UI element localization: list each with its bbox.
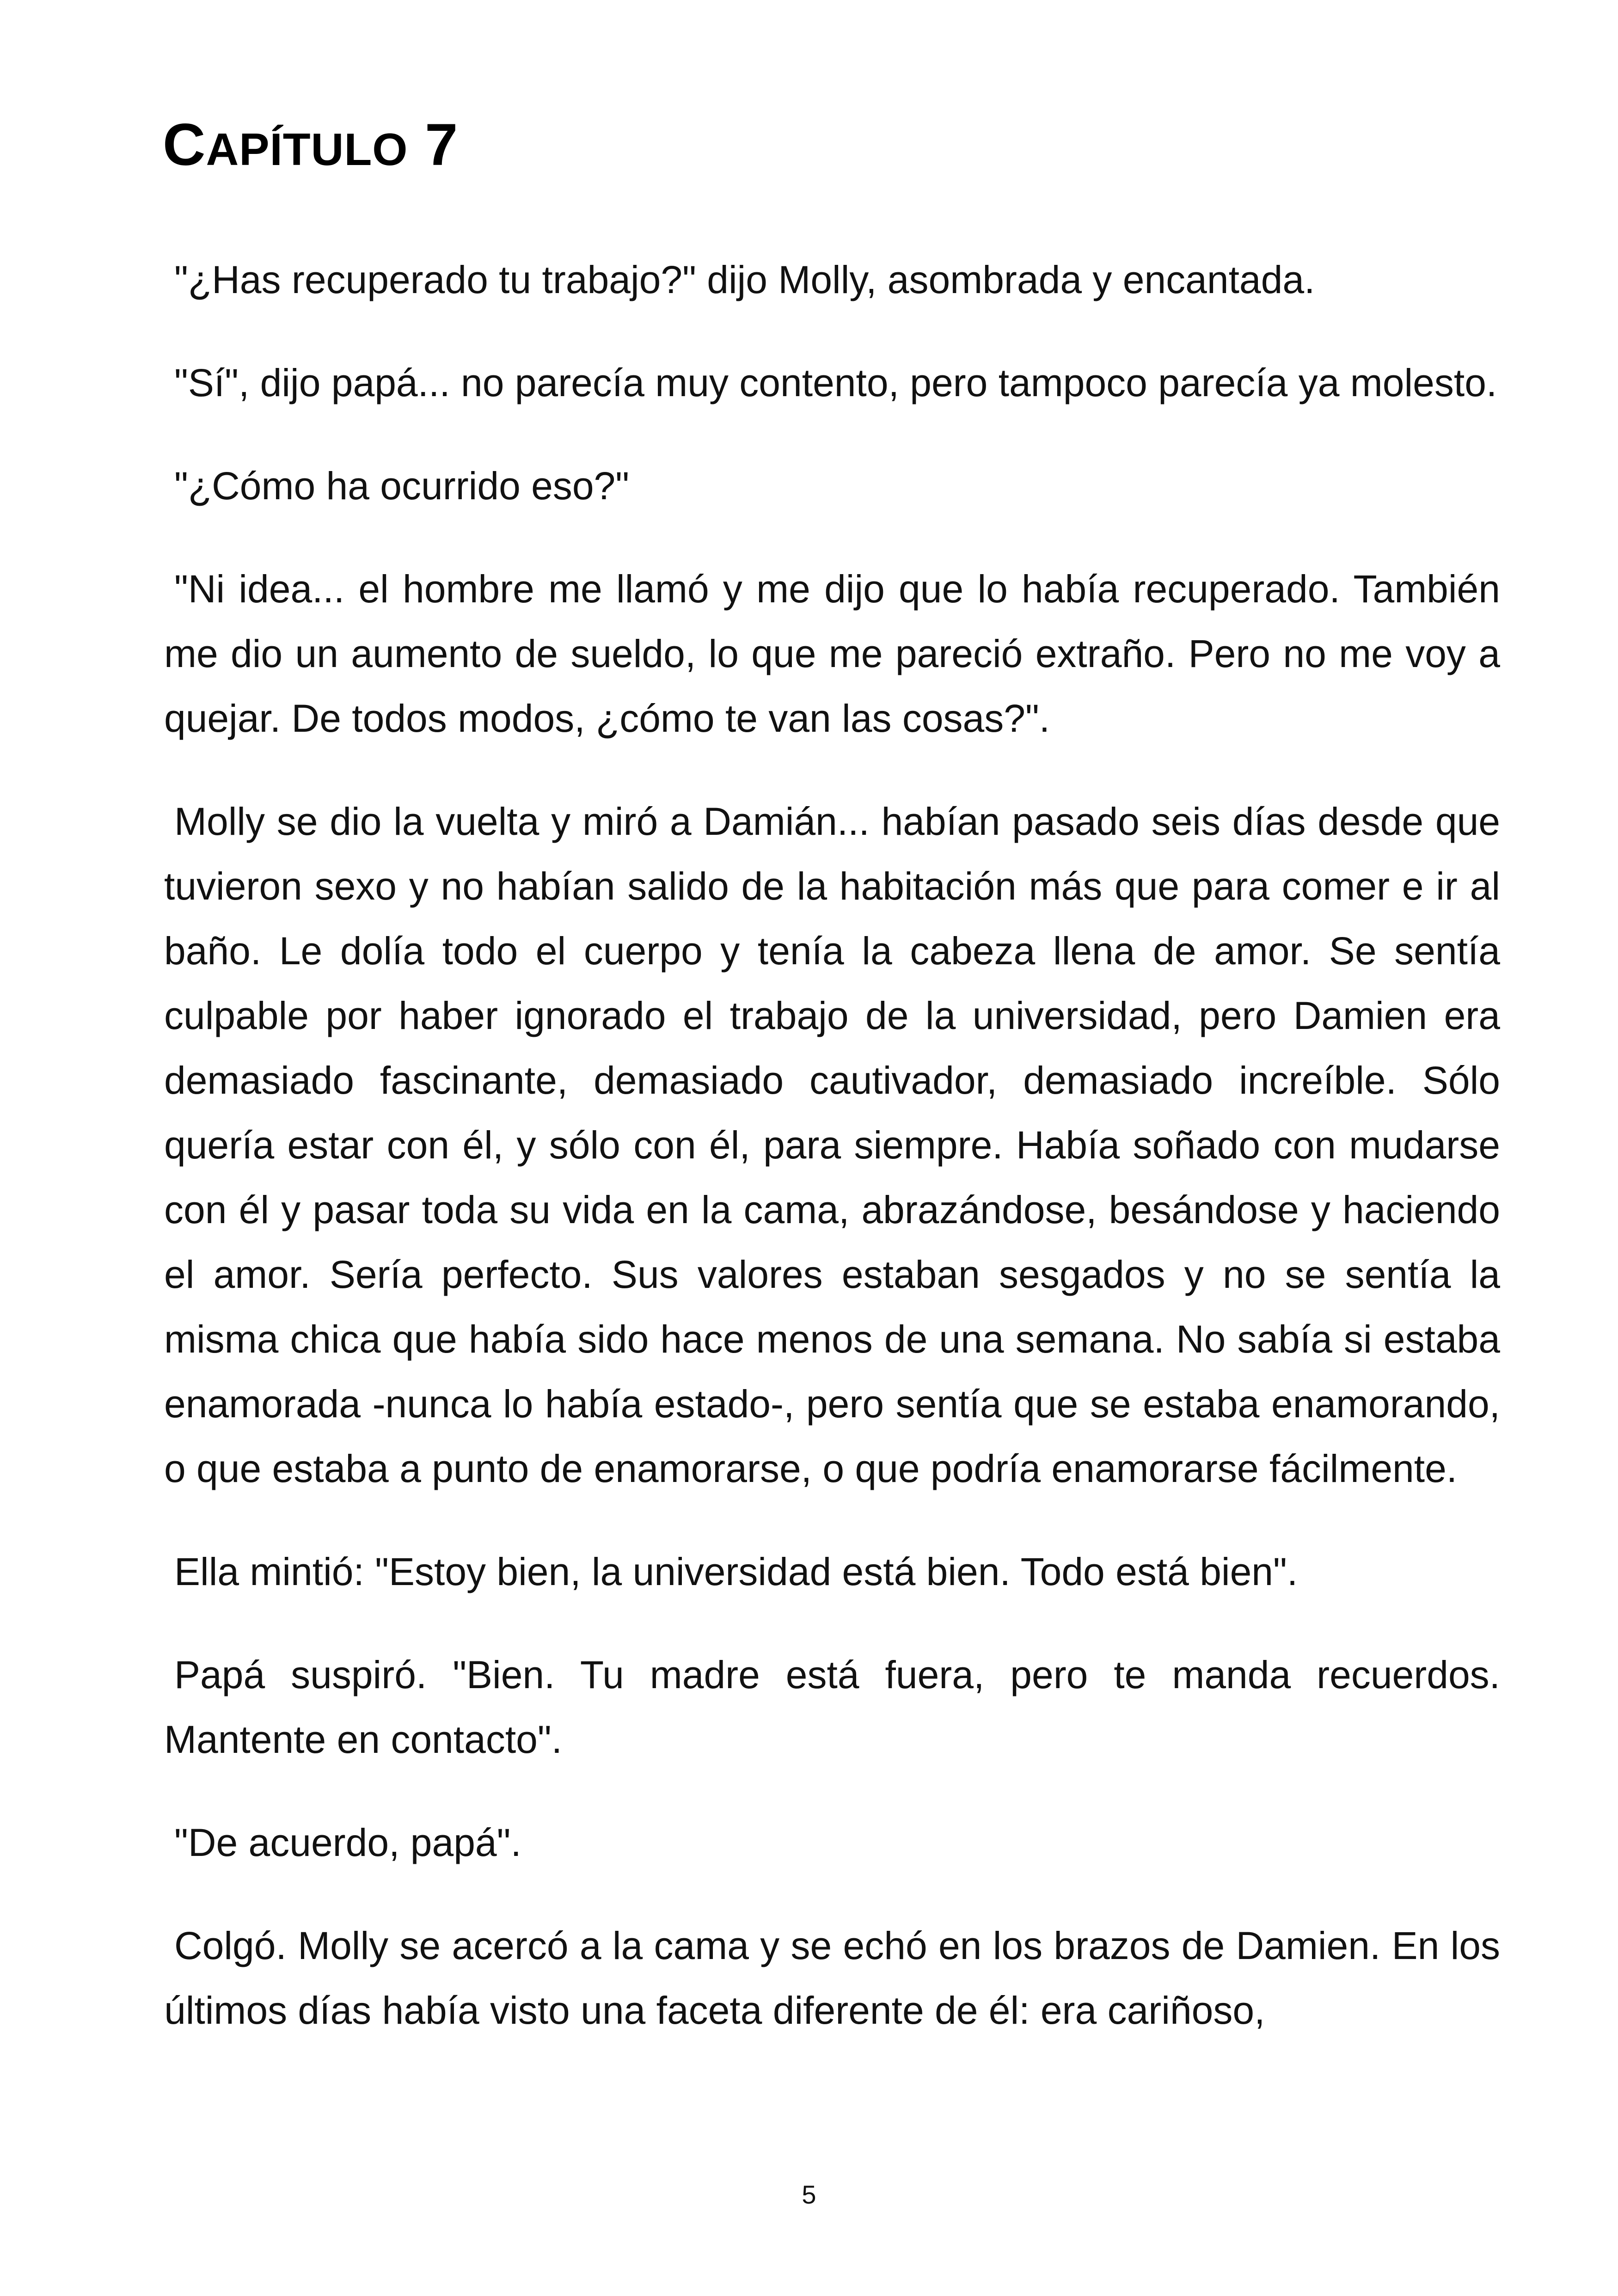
paragraph: "¿Has recuperado tu trabajo?" dijo Molly, asombrada y encantada. [174,258,1315,301]
chapter-title [163,112,459,178]
chapter-body [164,247,1500,2081]
paragraph: "De acuerdo, papá". [174,1821,521,1864]
chapter-number: 7 [425,112,459,178]
paragraph: Ella mintió: "Estoy bien, la universidad está bien. Todo está bien". [174,1550,1298,1593]
chapter-title-initial: C [163,112,206,178]
page-number: 5 [802,2180,816,2209]
paragraph: "¿Cómo ha ocurrido eso?" [174,464,630,508]
paragraph: Colgó. Molly se acercó a la cama y se echó en los brazos de Damien. En los últimos días había visto una faceta diferente de él: era cariñoso, [164,1924,1500,2032]
chapter-title-rest: APÍTULO [206,124,408,175]
paragraph: Papá suspiró. "Bien. Tu madre está fuera, pero te manda recuerdos. Mantente en contacto". [164,1653,1500,1761]
paragraph: "Ni idea... el hombre me llamó y me dijo que lo había recuperado. También me dio un aumento de sueldo, lo que me pareció extraño. Pero no me voy a quejar. De todos modos, ¿cómo te van las cosas?". [164,567,1500,740]
paragraph: "Sí", dijo papá... no parecía muy contento, pero tampoco parecía ya molesto. [174,361,1497,404]
paragraph: Molly se dio la vuelta y miró a Damián... habían pasado seis días desde que tuvieron sexo y no habían salido de la habitación más que para comer e ir al baño. Le dolía todo el cuerpo y tenía la cabeza llena de amor. Se sentía culpable por haber ignorado el trabajo de la universidad, pero Damien era demasiado fascinante, demasiado cautivador, demasiado increíble. Sólo quería estar con él, y sólo con él, para siempre. Había soñado con mudarse con él y pasar toda su vida en la cama, abrazándose, besándose y haciendo el amor. Sería perfecto. Sus valores estaban sesgados y no se sentía la misma chica que había sido hace menos de una semana. No sabía si estaba enamorada -nunca lo había estado-, pero sentía que se estaba enamorando, o que estaba a punto de enamorarse, o que podría enamorarse fácilmente. [164,800,1500,1490]
